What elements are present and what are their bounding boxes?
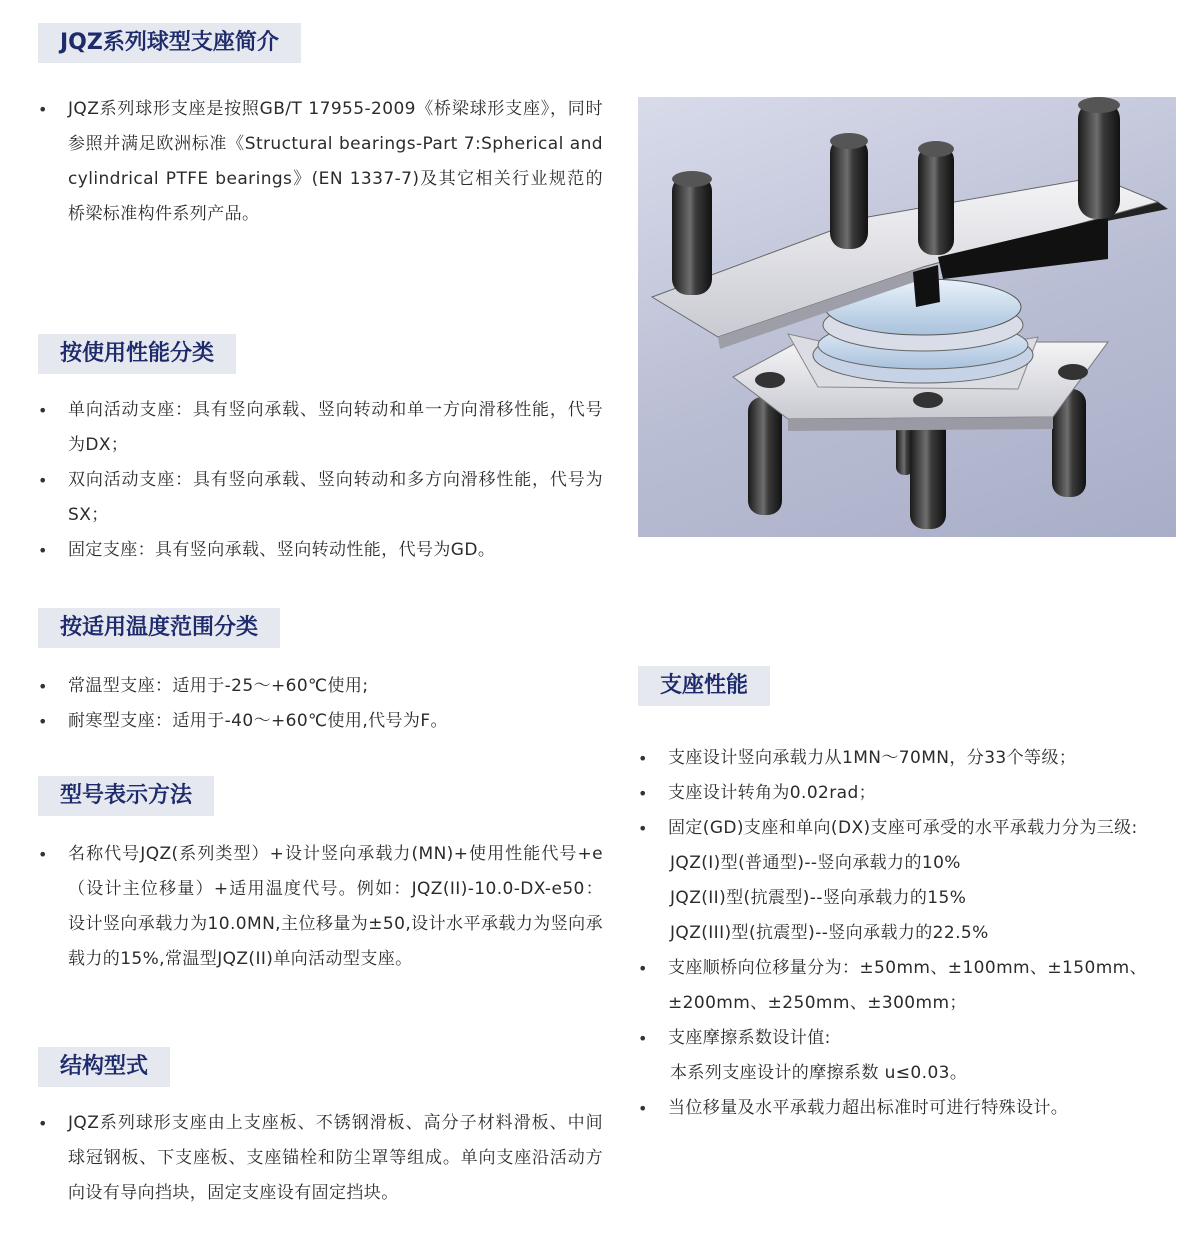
intro-heading: JQZ系列球型支座简介 xyxy=(38,23,301,63)
load-level-item: JQZ(II)型(抗震型)--竖向承载力的15% xyxy=(670,888,967,908)
list-item: • 耐寒型支座：适用于-40～+60℃使用,代号为F。 xyxy=(38,704,603,739)
performance-heading: 支座性能 xyxy=(638,666,770,706)
list-item: • JQZ系列球形支座是按照GB/T 17955-2009《桥梁球形支座》，同时参照并满足欧洲标准《Structural bearings-Part 7:Spherical and cylindrical PTFE bearings》(EN 1337-7)及其它相关行业规范的桥梁标准构件系列产品。 xyxy=(38,92,603,232)
friction-note: 本系列支座设计的摩擦系数 u≤0.03。 xyxy=(670,1063,968,1083)
list-item: • 支座顺桥向位移量分为：±50mm、±100mm、±150mm、±200mm、±250mm、±300mm； xyxy=(638,951,1183,1021)
usage-heading: 按使用性能分类 xyxy=(38,334,236,374)
list-item: • 固定支座：具有竖向承载、竖向转动性能，代号为GD。 xyxy=(38,533,603,568)
list-item: • 单向活动支座：具有竖向承载、竖向转动和单一方向滑移性能，代号为DX； xyxy=(38,393,603,463)
load-level-item: JQZ(I)型(普通型)--竖向承载力的10% xyxy=(670,853,961,873)
list-item: • 双向活动支座：具有竖向承载、竖向转动和多方向滑移性能，代号为SX； xyxy=(38,463,603,533)
usage-list xyxy=(38,393,603,568)
list-item: • JQZ系列球形支座由上支座板、不锈钢滑板、高分子材料滑板、中间球冠钢板、下支座板、支座锚栓和防尘罩等组成。单向支座沿活动方向设有导向挡块，固定支座设有固定挡块。 xyxy=(38,1106,603,1211)
bearing-product-image xyxy=(638,97,1176,537)
list-item: • 名称代号JQZ(系列类型）+设计竖向承载力(MN)+使用性能代号+e（设计主位移量）+适用温度代号。例如：JQZ(II)-10.0-DX-e50：设计竖向承载力为10.0MN,主位移量为±50,设计水平承载力为竖向承载力的15%,常温型JQZ(II)单向活动型支座。 xyxy=(38,837,603,977)
structure-list xyxy=(38,1106,603,1211)
intro-list xyxy=(38,92,603,232)
spherical-bearing-illustration xyxy=(638,97,1176,537)
model-list xyxy=(38,837,603,977)
load-level-item: JQZ(III)型(抗震型)--竖向承载力的22.5% xyxy=(670,923,989,943)
temperature-heading: 按适用温度范围分类 xyxy=(38,608,280,648)
list-item: • 固定(GD)支座和单向(DX)支座可承受的水平承载力分为三级: xyxy=(638,811,1183,846)
list-item: • 支座摩擦系数设计值: xyxy=(638,1021,1183,1056)
list-item: • 常温型支座：适用于-25～+60℃使用; xyxy=(38,669,603,704)
performance-list xyxy=(638,741,1183,1126)
structure-heading: 结构型式 xyxy=(38,1047,170,1087)
temperature-list xyxy=(38,669,603,739)
list-item: • 支座设计转角为0.02rad； xyxy=(638,776,1183,811)
model-heading: 型号表示方法 xyxy=(38,776,214,816)
list-item: • 支座设计竖向承载力从1MN～70MN，分33个等级； xyxy=(638,741,1183,776)
list-item: • 当位移量及水平承载力超出标准时可进行特殊设计。 xyxy=(638,1091,1183,1126)
